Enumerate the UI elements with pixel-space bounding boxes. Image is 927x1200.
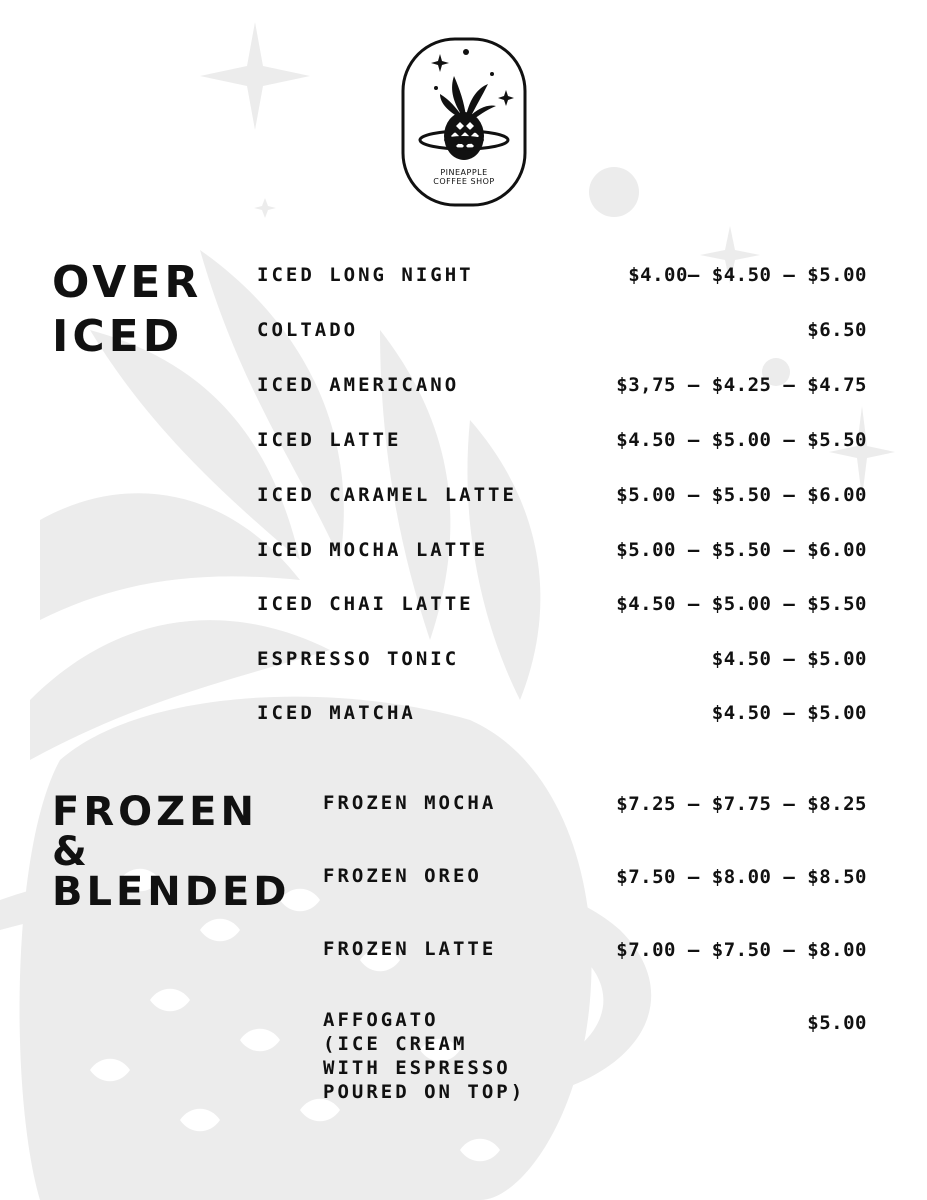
section-title-line: ICED <box>52 311 184 362</box>
menu-item-name-line: WITH ESPRESSO <box>323 1057 511 1079</box>
menu-item-price: $4.50 – $5.00 <box>711 648 867 670</box>
menu-item-price: $7.25 – $7.75 – $8.25 <box>616 793 867 815</box>
menu-item-name: FROZEN MOCHA <box>323 792 497 814</box>
menu-item-name: ICED LONG NIGHT <box>257 264 474 286</box>
menu-item-price: $7.00 – $7.50 – $8.00 <box>616 939 867 961</box>
menu-item-name: ICED AMERICANO <box>257 374 460 396</box>
section-title-line: OVER <box>52 257 203 308</box>
menu-item-name: ICED MATCHA <box>257 702 416 724</box>
menu-item-name-line: POURED ON TOP) <box>323 1081 526 1103</box>
menu-item-name: COLTADO <box>257 319 359 341</box>
menu-item-name-affogato <box>323 1008 583 1104</box>
logo-name-line1: PINEAPPLE <box>440 168 488 177</box>
menu-item-name-line: (ICE CREAM <box>323 1033 468 1055</box>
menu-item-name: FROZEN OREO <box>323 865 482 887</box>
menu-item-price: $4.50 – $5.00 – $5.50 <box>616 429 867 451</box>
section-title-line: FROZEN <box>52 789 258 835</box>
section-title-line: & <box>52 829 91 875</box>
section-title-line: BLENDED <box>52 869 291 915</box>
menu-item-name: FROZEN LATTE <box>323 938 497 960</box>
menu-item-price: $4.00– $4.50 – $5.00 <box>628 264 867 286</box>
menu-item-price: $5.00 <box>807 1012 867 1034</box>
menu-item-price: $4.50 – $5.00 <box>711 702 867 724</box>
menu-item-name: ICED MOCHA LATTE <box>257 539 489 561</box>
menu-item-price: $3,75 – $4.25 – $4.75 <box>616 374 867 396</box>
menu-item-price: $4.50 – $5.00 – $5.50 <box>616 593 867 615</box>
menu-item-name: ESPRESSO TONIC <box>257 648 460 670</box>
menu-item-name: ICED CARAMEL LATTE <box>257 484 517 506</box>
menu-item-price: $6.50 <box>807 319 867 341</box>
menu-item-name: ICED CHAI LATTE <box>257 593 474 615</box>
menu-item-name: ICED LATTE <box>257 429 402 451</box>
menu-item-name-line: AFFOGATO <box>323 1009 439 1031</box>
menu-item-price: $7.50 – $8.00 – $8.50 <box>616 866 867 888</box>
menu-item-price: $5.00 – $5.50 – $6.00 <box>616 484 867 506</box>
logo-name-line2: COFFEE SHOP <box>433 177 495 186</box>
menu-item-price: $5.00 – $5.50 – $6.00 <box>616 539 867 561</box>
